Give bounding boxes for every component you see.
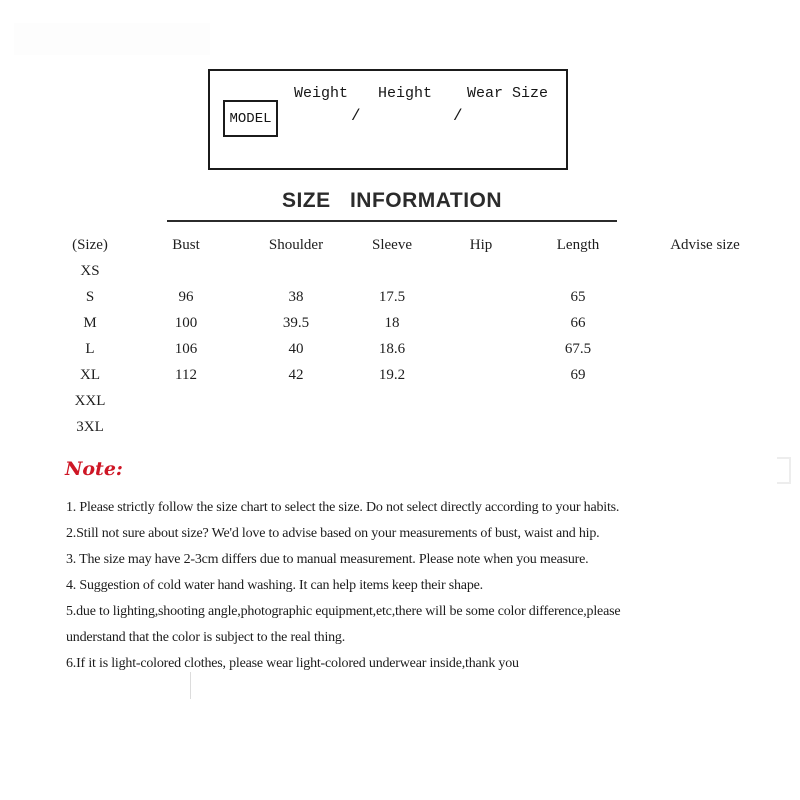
table-cell: 18.6 — [378, 340, 406, 357]
table-cell: 65 — [570, 288, 586, 305]
column-header: (Size) — [72, 236, 108, 253]
column-header: Bust — [172, 236, 200, 253]
table-row — [40, 414, 792, 440]
table-cell: 69 — [570, 366, 586, 383]
note-line: understand that the color is subject to the real thing. — [66, 630, 346, 645]
table-cell: 3XL — [76, 418, 104, 435]
size-information-title: SIZE INFORMATION — [281, 189, 503, 212]
note-line: 2.Still not sure about size? We'd love to advise based on your measurements of bust, waist and hip. — [66, 526, 600, 541]
model-info-box — [208, 69, 568, 170]
model-header-weight: Weight — [294, 85, 349, 102]
table-cell: 96 — [178, 288, 194, 305]
table-cell: 42 — [288, 366, 304, 383]
model-label-box: MODEL — [223, 100, 278, 137]
table-cell: 39.5 — [282, 314, 310, 331]
note-line: 4. Suggestion of cold water hand washing. It can help items keep their shape. — [66, 578, 483, 593]
size-table — [40, 232, 792, 440]
table-row — [40, 310, 792, 336]
table-row — [40, 284, 792, 310]
note-heading: Note: — [65, 458, 123, 480]
scan-artifact — [190, 672, 191, 699]
table-cell: 106 — [174, 340, 198, 357]
table-cell: 66 — [570, 314, 586, 331]
note-line: 6.If it is light-colored clothes, please wear light-colored underwear inside,thank you — [66, 656, 519, 671]
model-weight-separator: / — [351, 107, 361, 125]
scan-artifact — [14, 23, 210, 55]
table-cell: 112 — [175, 366, 197, 383]
table-row — [40, 258, 792, 284]
table-cell: M — [83, 314, 97, 331]
note-line: 5.due to lighting,shooting angle,photographic equipment,etc,there will be some color difference,please — [66, 604, 621, 619]
table-cell: 18 — [384, 314, 400, 331]
table-cell: S — [85, 288, 95, 305]
column-header: Advise size — [670, 236, 740, 253]
note-line: 3. The size may have 2-3cm differs due to manual measurement. Please note when you measure. — [66, 552, 589, 567]
size-table-header-row — [40, 232, 792, 258]
size-table-body — [40, 258, 792, 440]
notes-list — [66, 495, 620, 677]
table-cell: XS — [80, 262, 100, 279]
table-cell: XXL — [74, 392, 106, 409]
title-underline — [167, 220, 617, 222]
table-row — [40, 362, 792, 388]
table-row — [40, 388, 792, 414]
column-header: Hip — [469, 236, 493, 253]
column-header: Length — [556, 236, 600, 253]
table-row — [40, 336, 792, 362]
model-header-height: Height — [378, 85, 433, 102]
model-header-wear-size: Wear Size — [467, 85, 549, 102]
model-height-separator: / — [453, 107, 463, 125]
column-header: Sleeve — [372, 236, 412, 253]
note-line: 1. Please strictly follow the size chart to select the size. Do not select directly according to your habits. — [66, 500, 620, 515]
table-cell: 67.5 — [564, 340, 592, 357]
table-cell: 38 — [288, 288, 304, 305]
column-header: Shoulder — [268, 236, 324, 253]
table-cell: L — [85, 340, 95, 357]
table-cell: 17.5 — [378, 288, 406, 305]
table-cell: 100 — [174, 314, 198, 331]
table-cell: 19.2 — [378, 366, 406, 383]
table-cell: 40 — [288, 340, 304, 357]
table-cell: XL — [80, 366, 100, 383]
scan-artifact — [777, 457, 791, 484]
